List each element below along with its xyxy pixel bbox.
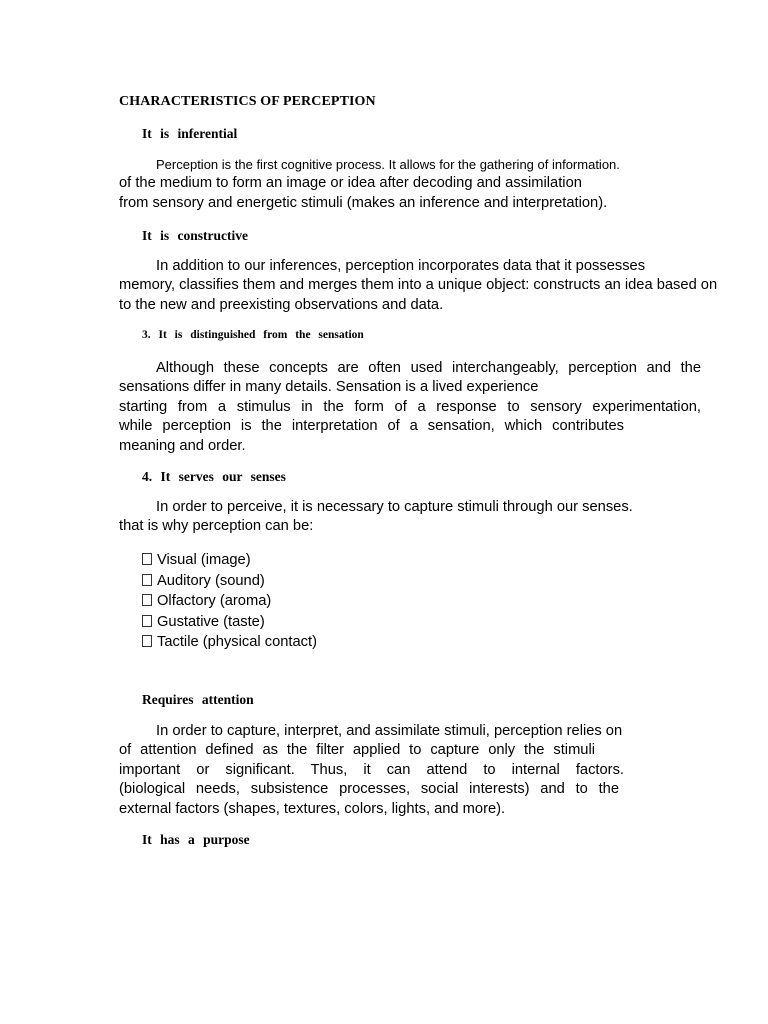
list-item-label: Tactile (physical contact) (157, 634, 317, 651)
list-item (142, 550, 317, 571)
paragraph-line: of attention defined as the filter applied to capture only the stimuli (119, 742, 595, 759)
paragraph-line: while perception is the interpretation of a sensation, which contributes (119, 418, 624, 435)
checkbox-glyph-icon (142, 615, 152, 627)
paragraph-line: memory, classifies them and merges them into a unique object: constructs an idea based on (119, 277, 718, 294)
paragraph-line: meaning and order. (119, 437, 246, 454)
paragraph-inferential (119, 155, 719, 213)
section-heading-sensation: 3. It is distinguished from the sensation (142, 329, 364, 341)
paragraph-line: (biological needs, subsistence processes, social interests) and to the (119, 781, 619, 798)
list-item (142, 612, 317, 633)
list-item (142, 571, 317, 592)
paragraph-line: In order to perceive, it is necessary to capture stimuli through our senses. (156, 499, 633, 515)
list-item-label: Olfactory (aroma) (157, 593, 272, 610)
paragraph-line: starting from a stimulus in the form of a response to sensory experimentation, (119, 398, 701, 415)
checkbox-glyph-icon (142, 635, 152, 647)
paragraph-line: Perception is the first cognitive process. It allows for the gathering of information. (156, 157, 620, 172)
section-heading-attention: Requires attention (142, 692, 254, 707)
paragraph-line: to the new and preexisting observations and data. (119, 296, 444, 313)
list-item-label: Auditory (sound) (157, 572, 265, 589)
section-heading-purpose: It has a purpose (142, 832, 250, 847)
paragraph-line: In order to capture, interpret, and assimilate stimuli, perception relies on (156, 723, 623, 739)
paragraph-line: that is why perception can be: (119, 518, 314, 535)
paragraph-attention (119, 722, 624, 819)
checkbox-glyph-icon (142, 594, 152, 606)
paragraph-line: from sensory and energetic stimuli (makes an inference and interpretation). (119, 194, 608, 211)
list-item-label: Visual (image) (157, 552, 251, 568)
paragraph-line: sensations differ in many details. Sensation is a lived experience (119, 379, 539, 396)
list-item (142, 591, 317, 612)
paragraph-line: important or significant. Thus, it can attend to internal factors. (119, 761, 624, 778)
paragraph-line: of the medium to form an image or idea after decoding and assimilation (119, 175, 582, 192)
list-item (142, 632, 317, 653)
list-item-label: Gustative (taste) (157, 613, 265, 630)
paragraph-constructive (119, 257, 719, 315)
senses-list (142, 550, 317, 653)
section-heading-constructive: It is constructive (142, 228, 248, 243)
checkbox-glyph-icon (142, 553, 152, 565)
section-heading-senses: 4. It serves our senses (142, 469, 286, 484)
paragraph-senses (119, 498, 719, 537)
paragraph-line: external factors (shapes, textures, colors, lights, and more). (119, 800, 506, 817)
checkbox-glyph-icon (142, 574, 152, 586)
paragraph-line: Although these concepts are often used interchangeably, perception and the (156, 360, 701, 376)
document-title: CHARACTERISTICS OF PERCEPTION (119, 94, 376, 109)
paragraph-line: In addition to our inferences, perception incorporates data that it possesses (156, 258, 646, 274)
paragraph-sensation (119, 359, 701, 456)
section-heading-inferential: It is inferential (142, 126, 238, 141)
